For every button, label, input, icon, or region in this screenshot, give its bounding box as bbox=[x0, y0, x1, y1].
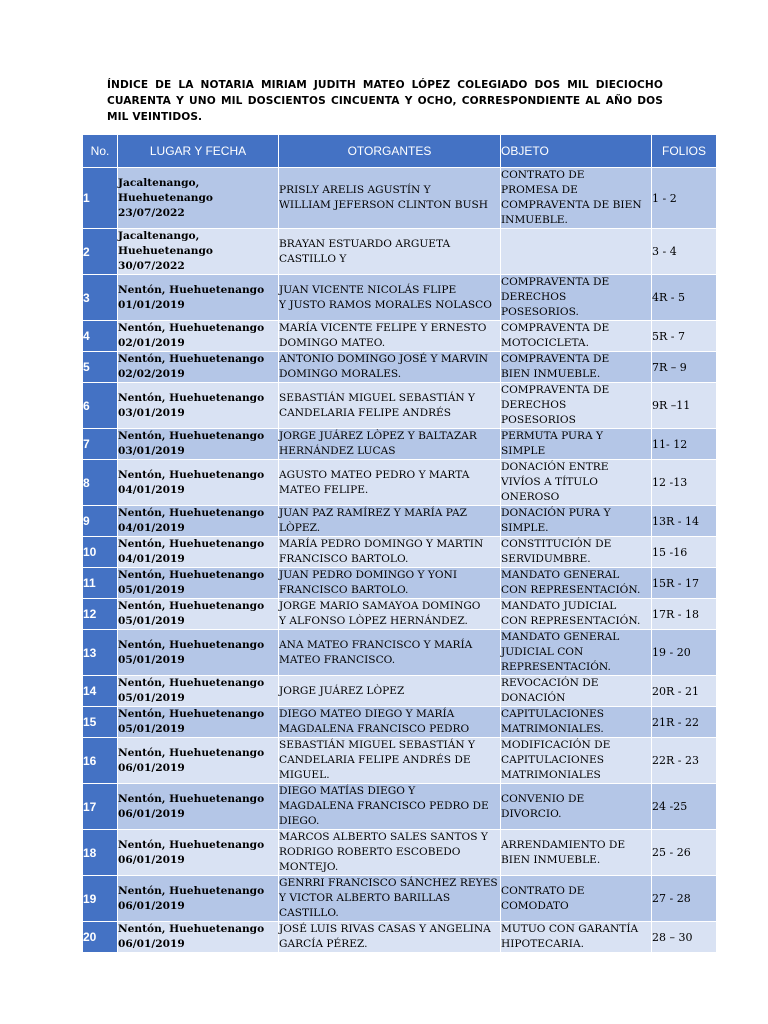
row-lugar-fecha: Jacaltenango, Huehuetenango 30/07/2022 bbox=[118, 229, 279, 275]
row-otorgantes: JUAN VICENTE NICOLÁS FLIPE Y JUSTO RAMOS MORALES NOLASCO bbox=[279, 275, 501, 321]
table-row bbox=[83, 229, 717, 275]
row-otorgantes: MARÍA VICENTE FELIPE Y ERNESTO DOMINGO MATEO. bbox=[279, 321, 501, 352]
row-number: 20 bbox=[83, 922, 118, 953]
table-row bbox=[83, 876, 717, 922]
row-otorgantes: AGUSTO MATEO PEDRO Y MARTA MATEO FELIPE. bbox=[279, 460, 501, 506]
row-folios: 15 -16 bbox=[652, 537, 717, 568]
row-objeto: DONACIÓN PURA Y SIMPLE. bbox=[501, 506, 652, 537]
row-number: 3 bbox=[83, 275, 118, 321]
row-lugar-fecha: Nentón, Huehuetenango 04/01/2019 bbox=[118, 537, 279, 568]
row-objeto bbox=[501, 229, 652, 275]
row-folios: 3 - 4 bbox=[652, 229, 717, 275]
row-otorgantes: SEBASTIÁN MIGUEL SEBASTIÁN Y CANDELARIA FELIPE ANDRÉS bbox=[279, 383, 501, 429]
row-otorgantes: GENRRI FRANCISCO SÁNCHEZ REYES Y VICTOR ALBERTO BARILLAS CASTILLO. bbox=[279, 876, 501, 922]
row-objeto: ARRENDAMIENTO DE BIEN INMUEBLE. bbox=[501, 830, 652, 876]
row-otorgantes: JUAN PEDRO DOMINGO Y YONI FRANCISCO BARTOLO. bbox=[279, 568, 501, 599]
header-objeto: OBJETO bbox=[501, 135, 652, 168]
row-folios: 28 – 30 bbox=[652, 922, 717, 953]
row-folios: 22R - 23 bbox=[652, 738, 717, 784]
table-row bbox=[83, 352, 717, 383]
row-folios: 5R - 7 bbox=[652, 321, 717, 352]
row-number: 8 bbox=[83, 460, 118, 506]
row-objeto: COMPRAVENTA DE DERECHOS POSESORIOS bbox=[501, 383, 652, 429]
row-objeto: MUTUO CON GARANTÍA HIPOTECARIA. bbox=[501, 922, 652, 953]
row-number: 15 bbox=[83, 707, 118, 738]
row-lugar-fecha: Nentón, Huehuetenango 01/01/2019 bbox=[118, 275, 279, 321]
row-objeto: MANDATO GENERAL CON REPRESENTACIÓN. bbox=[501, 568, 652, 599]
notary-index-table bbox=[82, 134, 717, 953]
row-objeto: COMPRAVENTA DE BIEN INMUEBLE. bbox=[501, 352, 652, 383]
row-number: 6 bbox=[83, 383, 118, 429]
table-header-row bbox=[83, 135, 717, 168]
row-objeto: PERMUTA PURA Y SIMPLE bbox=[501, 429, 652, 460]
row-objeto: COMPRAVENTA DE DERECHOS POSESORIOS. bbox=[501, 275, 652, 321]
row-objeto: CONSTITUCIÓN DE SERVIDUMBRE. bbox=[501, 537, 652, 568]
row-objeto: DONACIÓN ENTRE VIVÍOS A TÍTULO ONEROSO bbox=[501, 460, 652, 506]
table-row bbox=[83, 599, 717, 630]
row-lugar-fecha: Nentón, Huehuetenango 06/01/2019 bbox=[118, 784, 279, 830]
row-otorgantes: ANTONIO DOMINGO JOSÉ Y MARVIN DOMINGO MORALES. bbox=[279, 352, 501, 383]
row-otorgantes: JORGE JUÁREZ LÒPEZ bbox=[279, 676, 501, 707]
row-otorgantes: DIEGO MATÍAS DIEGO Y MAGDALENA FRANCISCO PEDRO DE DIEGO. bbox=[279, 784, 501, 830]
table-row bbox=[83, 707, 717, 738]
row-lugar-fecha: Nentón, Huehuetenango 06/01/2019 bbox=[118, 738, 279, 784]
row-otorgantes: PRISLY ARELIS AGUSTÍN Y WILLIAM JEFERSON CLINTON BUSH bbox=[279, 168, 501, 229]
row-otorgantes: JUAN PAZ RAMÍREZ Y MARÍA PAZ LÒPEZ. bbox=[279, 506, 501, 537]
row-lugar-fecha: Nentón, Huehuetenango 05/01/2019 bbox=[118, 676, 279, 707]
row-number: 17 bbox=[83, 784, 118, 830]
row-otorgantes: JORGE JUÁREZ LÒPEZ Y BALTAZAR HERNÁNDEZ LUCAS bbox=[279, 429, 501, 460]
row-folios: 9R –11 bbox=[652, 383, 717, 429]
row-objeto: CAPITULACIONES MATRIMONIALES. bbox=[501, 707, 652, 738]
row-folios: 20R - 21 bbox=[652, 676, 717, 707]
row-objeto: COMPRAVENTA DE MOTOCICLETA. bbox=[501, 321, 652, 352]
row-folios: 13R - 14 bbox=[652, 506, 717, 537]
row-lugar-fecha: Nentón, Huehuetenango 02/01/2019 bbox=[118, 321, 279, 352]
row-lugar-fecha: Nentón, Huehuetenango 05/01/2019 bbox=[118, 630, 279, 676]
row-number: 2 bbox=[83, 229, 118, 275]
header-otorgantes: OTORGANTES bbox=[279, 135, 501, 168]
row-number: 7 bbox=[83, 429, 118, 460]
row-otorgantes: ANA MATEO FRANCISCO Y MARÍA MATEO FRANCISCO. bbox=[279, 630, 501, 676]
row-lugar-fecha: Nentón, Huehuetenango 05/01/2019 bbox=[118, 599, 279, 630]
table-row bbox=[83, 506, 717, 537]
row-lugar-fecha: Nentón, Huehuetenango 06/01/2019 bbox=[118, 876, 279, 922]
row-number: 19 bbox=[83, 876, 118, 922]
table-row bbox=[83, 738, 717, 784]
row-otorgantes: BRAYAN ESTUARDO ARGUETA CASTILLO Y bbox=[279, 229, 501, 275]
row-lugar-fecha: Nentón, Huehuetenango 06/01/2019 bbox=[118, 922, 279, 953]
row-number: 13 bbox=[83, 630, 118, 676]
row-folios: 15R - 17 bbox=[652, 568, 717, 599]
row-otorgantes: JORGE MARIO SAMAYOA DOMINGO Y ALFONSO LÒPEZ HERNÁNDEZ. bbox=[279, 599, 501, 630]
row-lugar-fecha: Nentón, Huehuetenango 05/01/2019 bbox=[118, 568, 279, 599]
table-row bbox=[83, 568, 717, 599]
row-folios: 17R - 18 bbox=[652, 599, 717, 630]
row-number: 16 bbox=[83, 738, 118, 784]
row-otorgantes: SEBASTIÁN MIGUEL SEBASTIÁN Y CANDELARIA FELIPE ANDRÉS DE MIGUEL. bbox=[279, 738, 501, 784]
row-lugar-fecha: Nentón, Huehuetenango 03/01/2019 bbox=[118, 383, 279, 429]
table-row bbox=[83, 830, 717, 876]
row-lugar-fecha: Nentón, Huehuetenango 04/01/2019 bbox=[118, 460, 279, 506]
row-number: 5 bbox=[83, 352, 118, 383]
row-folios: 11- 12 bbox=[652, 429, 717, 460]
row-number: 12 bbox=[83, 599, 118, 630]
row-folios: 25 - 26 bbox=[652, 830, 717, 876]
row-number: 10 bbox=[83, 537, 118, 568]
row-otorgantes: DIEGO MATEO DIEGO Y MARÍA MAGDALENA FRANCISCO PEDRO bbox=[279, 707, 501, 738]
table-row bbox=[83, 537, 717, 568]
table-row bbox=[83, 460, 717, 506]
table-row bbox=[83, 429, 717, 460]
row-folios: 27 - 28 bbox=[652, 876, 717, 922]
table-row bbox=[83, 922, 717, 953]
row-objeto: MANDATO GENERAL JUDICIAL CON REPRESENTACIÓN. bbox=[501, 630, 652, 676]
header-lugar-fecha: LUGAR Y FECHA bbox=[118, 135, 279, 168]
row-objeto: CONTRATO DE COMODATO bbox=[501, 876, 652, 922]
row-objeto: CONVENIO DE DIVORCIO. bbox=[501, 784, 652, 830]
table-row bbox=[83, 321, 717, 352]
table-row bbox=[83, 784, 717, 830]
row-otorgantes: MARÍA PEDRO DOMINGO Y MARTIN FRANCISCO BARTOLO. bbox=[279, 537, 501, 568]
row-folios: 7R – 9 bbox=[652, 352, 717, 383]
row-folios: 19 - 20 bbox=[652, 630, 717, 676]
row-folios: 24 -25 bbox=[652, 784, 717, 830]
row-lugar-fecha: Jacaltenango, Huehuetenango 23/07/2022 bbox=[118, 168, 279, 229]
row-objeto: REVOCACIÓN DE DONACIÓN bbox=[501, 676, 652, 707]
row-lugar-fecha: Nentón, Huehuetenango 05/01/2019 bbox=[118, 707, 279, 738]
row-otorgantes: JOSÉ LUIS RIVAS CASAS Y ANGELINA GARCÍA PÉREZ. bbox=[279, 922, 501, 953]
table-row bbox=[83, 630, 717, 676]
row-objeto: MANDATO JUDICIAL CON REPRESENTACIÓN. bbox=[501, 599, 652, 630]
row-folios: 4R - 5 bbox=[652, 275, 717, 321]
index-intro-text: ÍNDICE DE LA NOTARIA MIRIAM JUDITH MATEO LÓPEZ COLEGIADO DOS MIL DIECIOCHO CUARENTA Y UNO MIL DOSCIENTOS CINCUENTA Y OCHO, CORRESPONDIENTE AL AÑO DOS MIL VEINTIDOS. bbox=[107, 79, 663, 123]
table-row bbox=[83, 275, 717, 321]
row-folios: 21R - 22 bbox=[652, 707, 717, 738]
row-number: 11 bbox=[83, 568, 118, 599]
row-number: 9 bbox=[83, 506, 118, 537]
row-lugar-fecha: Nentón, Huehuetenango 04/01/2019 bbox=[118, 506, 279, 537]
row-number: 1 bbox=[83, 168, 118, 229]
row-lugar-fecha: Nentón, Huehuetenango 02/02/2019 bbox=[118, 352, 279, 383]
row-lugar-fecha: Nentón, Huehuetenango 03/01/2019 bbox=[118, 429, 279, 460]
row-objeto: CONTRATO DE PROMESA DE COMPRAVENTA DE BIEN INMUEBLE. bbox=[501, 168, 652, 229]
row-number: 18 bbox=[83, 830, 118, 876]
header-folios: FOLIOS bbox=[652, 135, 717, 168]
row-folios: 12 -13 bbox=[652, 460, 717, 506]
row-folios: 1 - 2 bbox=[652, 168, 717, 229]
row-number: 4 bbox=[83, 321, 118, 352]
row-objeto: MODIFICACIÓN DE CAPITULACIONES MATRIMONIALES bbox=[501, 738, 652, 784]
row-lugar-fecha: Nentón, Huehuetenango 06/01/2019 bbox=[118, 830, 279, 876]
header-no: No. bbox=[83, 135, 118, 168]
table-row bbox=[83, 383, 717, 429]
row-otorgantes: MARCOS ALBERTO SALES SANTOS Y RODRIGO ROBERTO ESCOBEDO MONTEJO. bbox=[279, 830, 501, 876]
row-number: 14 bbox=[83, 676, 118, 707]
table-row bbox=[83, 676, 717, 707]
table-row bbox=[83, 168, 717, 229]
